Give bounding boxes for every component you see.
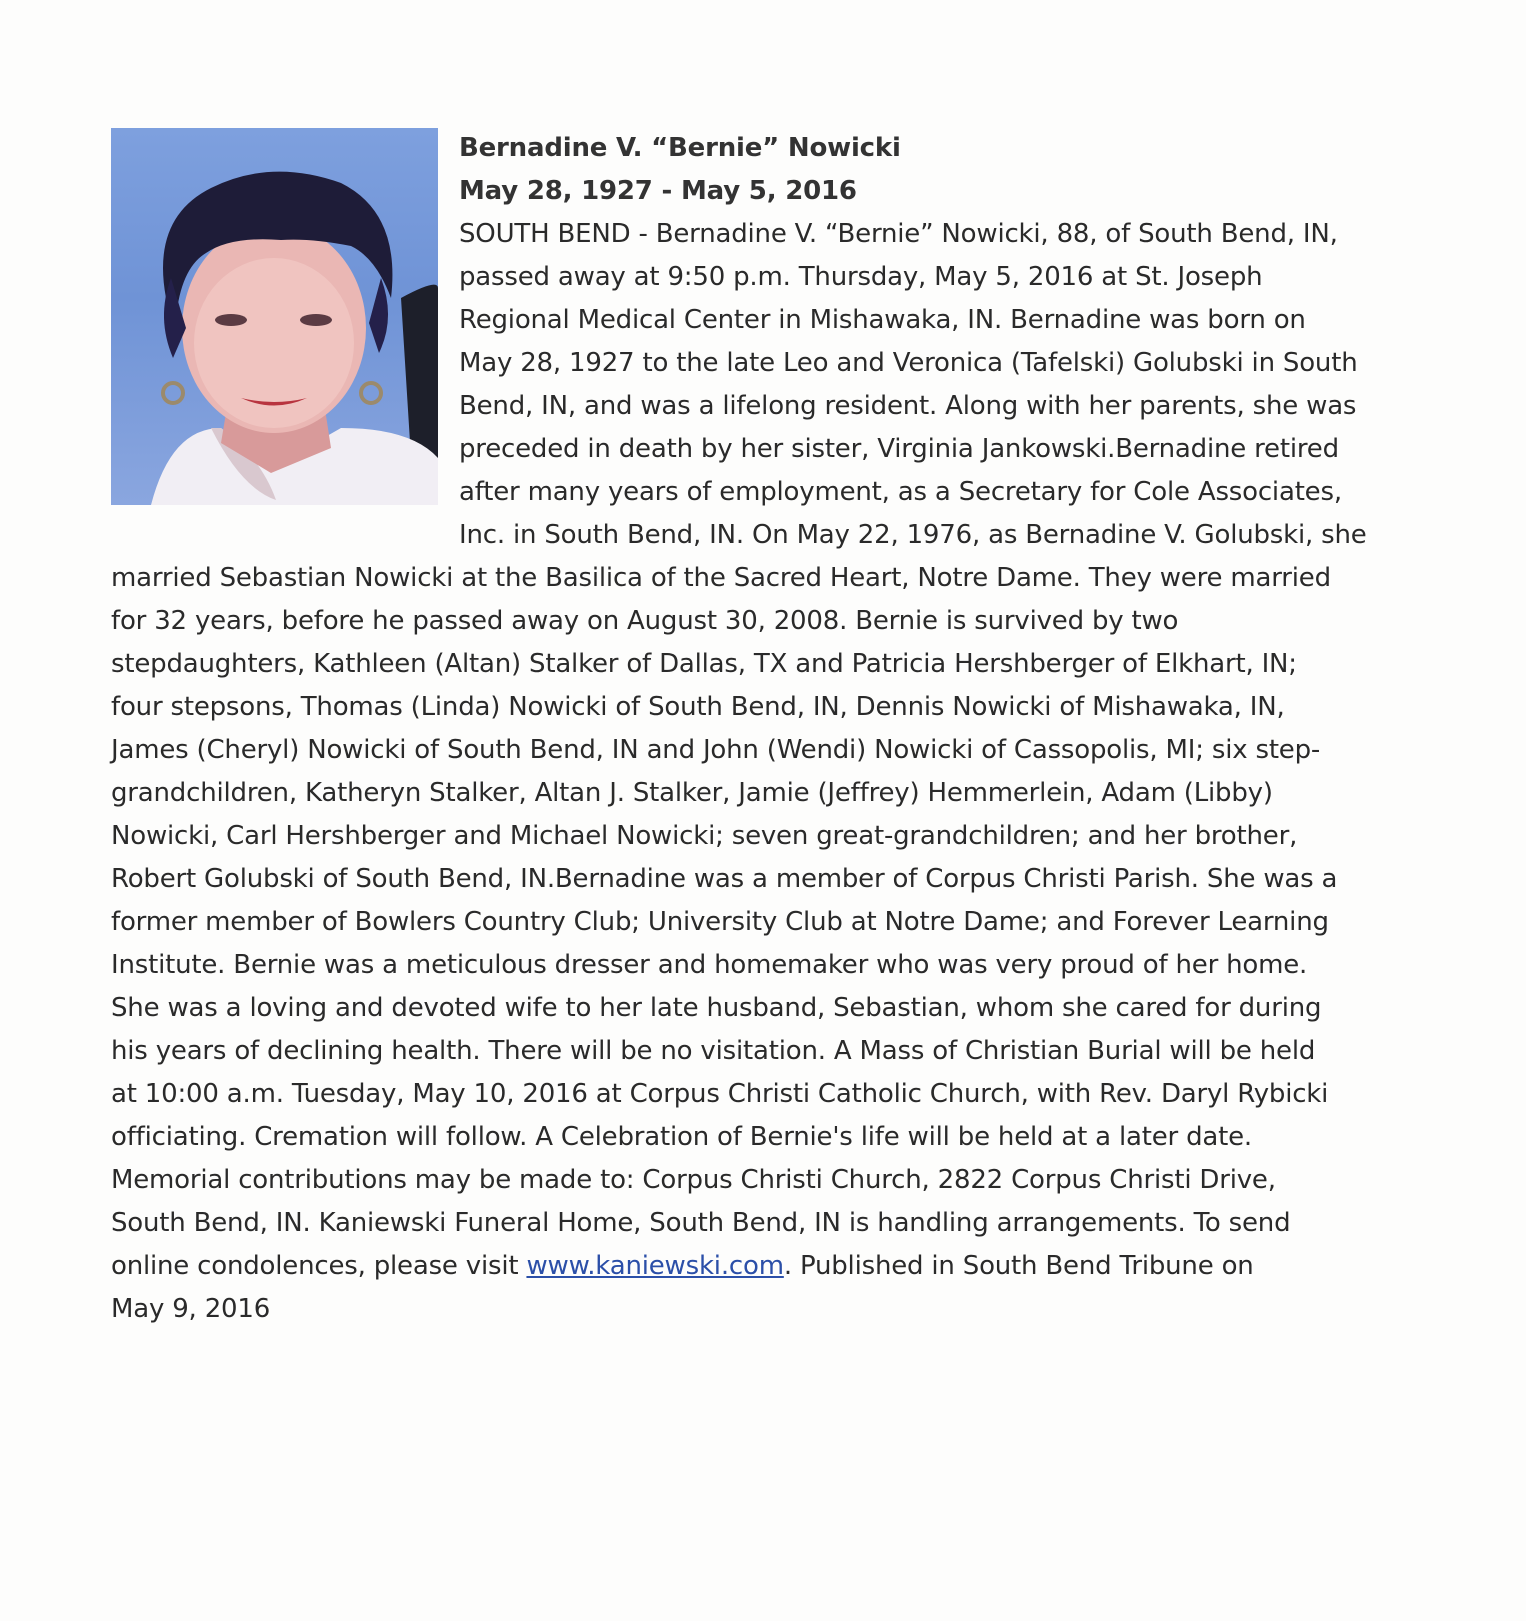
deceased-name: Bernadine V. “Bernie” Nowicki xyxy=(459,133,901,163)
obituary-line: grandchildren, Katheryn Stalker, Altan J. Stalker, Jamie (Jeffrey) Hemmerlein, Adam (Libby) xyxy=(111,778,1273,808)
publication-date: May 9, 2016 xyxy=(111,1294,271,1324)
obituary-line: Institute. Bernie was a meticulous dresser and homemaker who was very proud of her home. xyxy=(111,950,1308,980)
condolence-suffix: . Published in South Bend Tribune on xyxy=(783,1251,1254,1281)
obituary-line: his years of declining health. There will be no visitation. A Mass of Christian Burial will be held xyxy=(111,1036,1316,1066)
condolence-prefix: online condolences, please visit xyxy=(111,1251,527,1281)
obituary-line: passed away at 9:50 p.m. Thursday, May 5, 2016 at St. Joseph xyxy=(459,262,1263,292)
obituary-line: Regional Medical Center in Mishawaka, IN. Bernadine was born on xyxy=(459,305,1306,335)
obituary-line: Inc. in South Bend, IN. On May 22, 1976, as Bernadine V. Golubski, she xyxy=(459,520,1367,550)
obituary-line: She was a loving and devoted wife to her late husband, Sebastian, whom she cared for during xyxy=(111,993,1322,1023)
obituary-line: officiating. Cremation will follow. A Celebration of Bernie's life will be held at a later date. xyxy=(111,1122,1252,1152)
obituary-line: James (Cheryl) Nowicki of South Bend, IN and John (Wendi) Nowicki of Cassopolis, MI; six step- xyxy=(111,735,1321,765)
obituary-line: married Sebastian Nowicki at the Basilica of the Sacred Heart, Notre Dame. They were married xyxy=(111,563,1331,593)
portrait-photo xyxy=(111,128,438,505)
obituary-line: Nowicki, Carl Hershberger and Michael Nowicki; seven great-grandchildren; and her brother, xyxy=(111,821,1298,851)
obituary-line: Bend, IN, and was a lifelong resident. Along with her parents, she was xyxy=(459,391,1357,421)
obituary-line: preceded in death by her sister, Virginia Jankowski.Bernadine retired xyxy=(459,434,1339,464)
obituary-line: May 28, 1927 to the late Leo and Veronica (Tafelski) Golubski in South xyxy=(459,348,1358,378)
obituary-line: SOUTH BEND - Bernadine V. “Bernie” Nowicki, 88, of South Bend, IN, xyxy=(459,219,1338,249)
obituary-line: after many years of employment, as a Secretary for Cole Associates, xyxy=(459,477,1342,507)
obituary-line: former member of Bowlers Country Club; University Club at Notre Dame; and Forever Learning xyxy=(111,907,1329,937)
obituary-line: Robert Golubski of South Bend, IN.Bernadine was a member of Corpus Christi Parish. She was a xyxy=(111,864,1338,894)
life-dates: May 28, 1927 - May 5, 2016 xyxy=(459,176,857,206)
funeral-home-link[interactable]: www.kaniewski.com xyxy=(526,1251,784,1281)
obituary-line: four stepsons, Thomas (Linda) Nowicki of South Bend, IN, Dennis Nowicki of Mishawaka, IN, xyxy=(111,692,1285,722)
condolence-line xyxy=(111,1245,1254,1288)
obituary-line: South Bend, IN. Kaniewski Funeral Home, South Bend, IN is handling arrangements. To send xyxy=(111,1208,1291,1238)
obituary-line: for 32 years, before he passed away on August 30, 2008. Bernie is survived by two xyxy=(111,606,1179,636)
obituary-line: Memorial contributions may be made to: Corpus Christi Church, 2822 Corpus Christi Drive, xyxy=(111,1165,1276,1195)
obituary-line: stepdaughters, Kathleen (Altan) Stalker of Dallas, TX and Patricia Hershberger of Elkhart, IN; xyxy=(111,649,1297,679)
obituary-line: at 10:00 a.m. Tuesday, May 10, 2016 at Corpus Christi Catholic Church, with Rev. Daryl Rybicki xyxy=(111,1079,1329,1109)
